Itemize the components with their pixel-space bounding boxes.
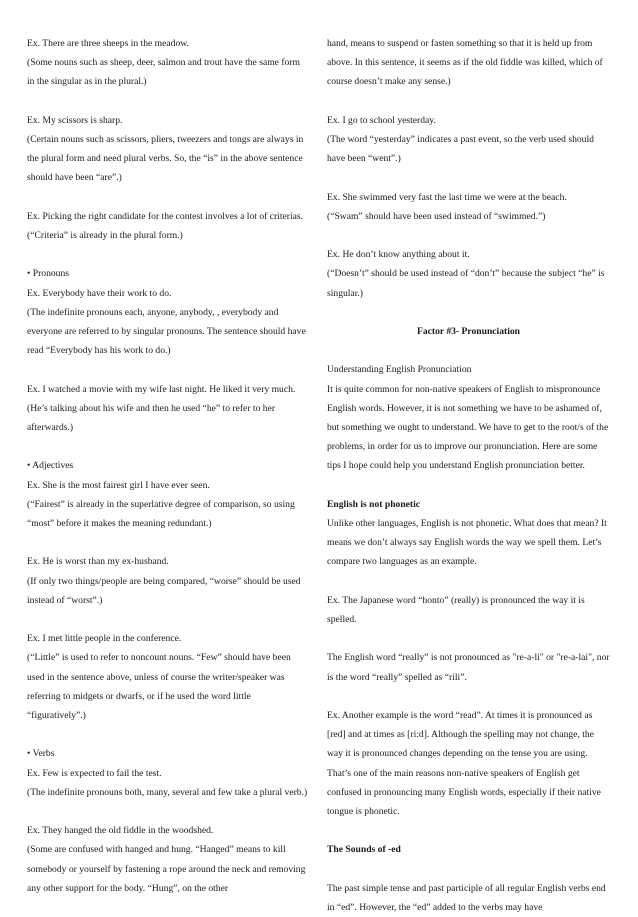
- paragraph: [327, 111, 610, 169]
- left-column: [27, 34, 309, 898]
- paragraph: [327, 495, 610, 572]
- example-sentence: Ex. Few is expected to fail the test.: [27, 767, 162, 779]
- paragraph: [27, 264, 309, 360]
- paragraph: [27, 629, 309, 725]
- paragraph: The past simple tense and past participle of all regular English verbs end in “ed”. However, the “ed” added to the verbs may have: [327, 882, 606, 913]
- body-text: Unlike other languages, English is not phonetic. What does that mean? It means we don’t always say English words the way we spell them. Let’s compare two languages as an example.: [327, 517, 607, 568]
- example-sentence: Ex. Picking the right candidate for the contest involves a lot of criterias.: [27, 210, 304, 222]
- body-text: It is quite common for non-native speakers of English to mispronounce English words. However, it is not something we have to be ashamed of, but something we ought to understand. We have to get to the root/s of the problems, in order for us to improve our pronunciation. Here are some tips I hope could help you understand English pronunciation better.: [327, 383, 609, 472]
- paragraph: [27, 456, 309, 533]
- example-sentence: Ex. Everybody have their work to do.: [27, 287, 172, 299]
- paragraph: Ex. The Japanese word “honto” (really) is pronounced the way it is spelled.: [327, 594, 585, 625]
- example-sentence: Ex. I watched a movie with my wife last night. He liked it very much.: [27, 383, 296, 395]
- paragraph: [27, 207, 309, 245]
- subheading: Understanding English Pronunciation: [327, 364, 472, 376]
- explanation-text: (The indefinite pronouns both, many, several and few take a plural verb.): [27, 786, 308, 798]
- paragraph: Ex. Another example is the word “read”. At times it is pronounced as [red] and at times as [ri:d]. Although the spelling may not change, the way it is pronounced changes depending on the tense you are using. That’s one of the main reasons non-native speakers of English get confused in pronouncing many English words, especially if their native tongue is phonetic.: [327, 709, 601, 817]
- explanation-text: (“Swam” should have been used instead of “swimmed.”): [327, 210, 546, 222]
- section-heading: The Sounds of -ed: [327, 844, 401, 856]
- explanation-text: hand, means to suspend or fasten something so that it is held up from above. In this sentence, it seems as if the old fiddle was killed, which of course doesn’t make any sense.): [327, 38, 603, 88]
- paragraph: [27, 552, 309, 610]
- factor-heading: Factor #3- Pronunciation: [416, 325, 521, 337]
- example-sentence: Ex. I go to school yesterday.: [327, 114, 436, 126]
- explanation-text: (“Doesn’t” should be used instead of “don’t” because the subject “he” is singular.): [327, 268, 605, 299]
- paragraph: [27, 744, 309, 802]
- paragraph: The English word “really” is not pronounced as "re-a-li" or "re-a-lai", nor is the word “really” spelled as “rili”.: [327, 652, 610, 683]
- paragraph: [27, 34, 309, 92]
- explanation-text: (“Criteria” is already in the plural form.): [27, 230, 183, 241]
- explanation-text: (Certain nouns such as scissors, pliers, tweezers and tongs are always in the plural form and need plural verbs. So, the “is” in the above sentence should have been “are”.): [27, 134, 304, 184]
- explanation-text: (If only two things/people are being compared, “worse” should be used instead of “worst”.): [27, 575, 301, 606]
- paragraph: [27, 821, 309, 898]
- explanation-text: (The word “yesterday” indicates a past event, so the verb used should have been “went”.): [327, 134, 594, 165]
- example-sentence: Ex. My scissors is sharp.: [27, 114, 123, 126]
- example-sentence: Ex. She is the most fairest girl I have ever seen.: [27, 479, 210, 491]
- explanation-text: (“Little” is used to refer to noncount nouns. “Few” should have been used in the sentence above, unless of course the writer/speaker was referring to midgets or dwarfs, or if he used the word little “figuratively”.): [27, 652, 291, 721]
- section-bullet-adjectives: • Adjectives: [27, 460, 74, 472]
- example-sentence: Ex. He is worst than my ex-husband.: [27, 556, 169, 568]
- example-sentence: Ex. There are three sheeps in the meadow.: [27, 38, 189, 49]
- example-sentence: Ex. They hanged the old fiddle in the woodshed.: [27, 825, 214, 837]
- paragraph: [27, 111, 309, 188]
- explanation-text: (The indefinite pronouns each, anyone, anybody, , everybody and everyone are referred to by singular pronouns. The sentence should have read “Everybody has his work to do.): [27, 306, 306, 357]
- section-bullet-pronouns: • Pronouns: [27, 268, 70, 280]
- section-bullet-verbs: • Verbs: [27, 748, 55, 760]
- example-sentence: Ex. He don’t know anything about it.: [327, 249, 470, 261]
- explanation-text: (“Fairest” is already in the superlative degree of comparison, so using “most” before it makes the meaning redundant.): [27, 498, 295, 529]
- section-heading: English is not phonetic: [327, 498, 421, 510]
- paragraph: [327, 188, 610, 226]
- example-sentence: Ex. She swimmed very fast the last time we were at the beach.: [327, 191, 567, 203]
- paragraph: [327, 34, 610, 92]
- explanation-text: (He’s talking about his wife and then he used “he” to refer to her afterwards.): [27, 402, 276, 433]
- right-column: [327, 34, 610, 917]
- example-sentence: Ex. I met little people in the conference.: [27, 633, 182, 645]
- paragraph: [327, 360, 610, 475]
- paragraph: [27, 380, 309, 438]
- paragraph: [327, 245, 610, 303]
- explanation-text: (Some nouns such as sheep, deer, salmon and trout have the same form in the singular as in the plural.): [27, 57, 300, 88]
- explanation-text: (Some are confused with hanged and hung. “Hanged” means to kill somebody or yourself by fastening a rope around the neck and removing any other support for the body. “Hung”, on the other: [27, 844, 306, 894]
